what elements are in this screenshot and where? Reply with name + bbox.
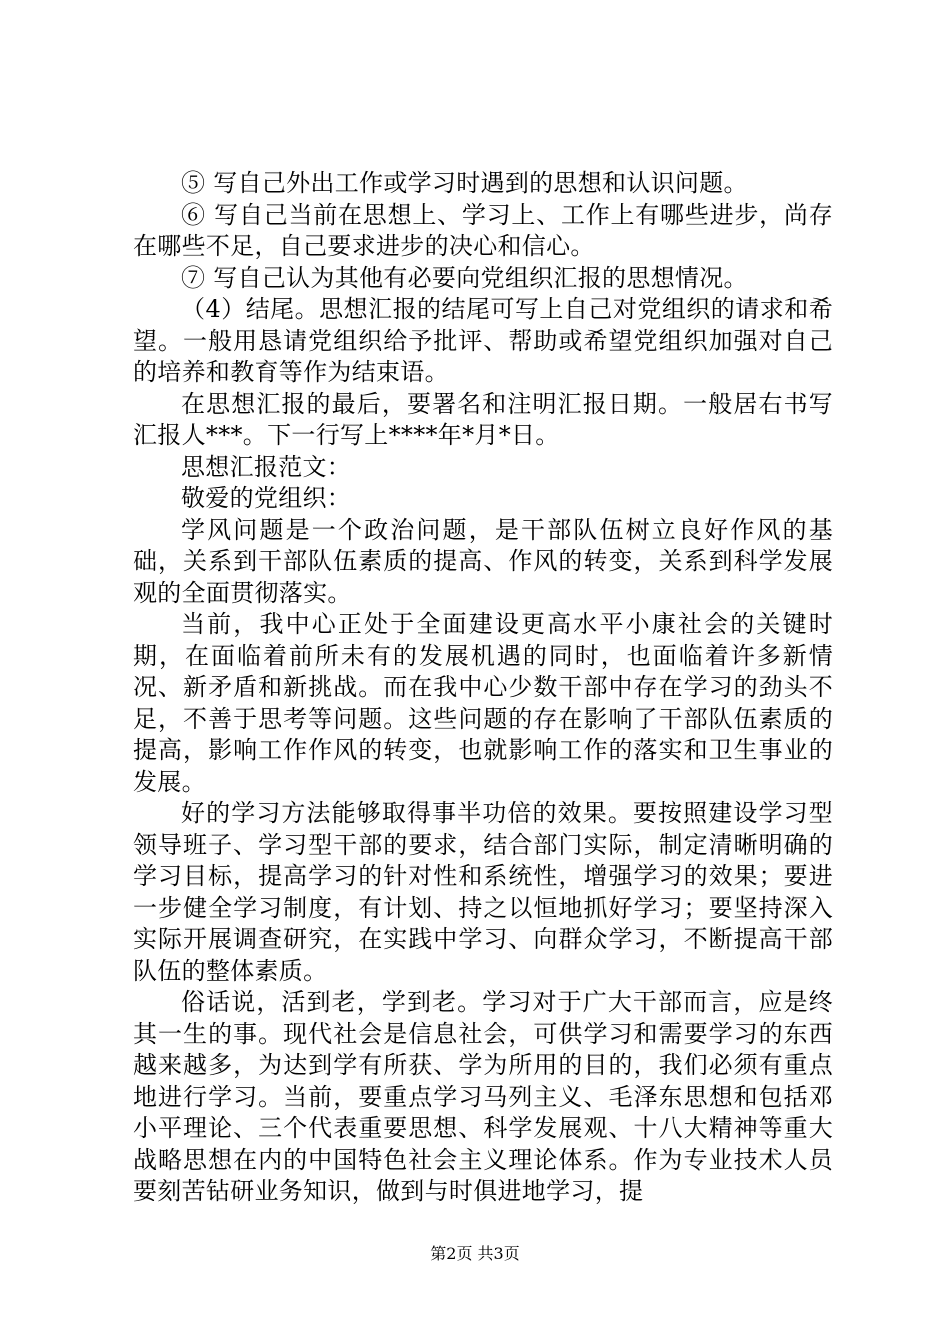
paragraph-body-3: 好的学习方法能够取得事半功倍的效果。要按照建设学习型领导班子、学习型干部的要求，结合部门实际，制定清晰明确的学习目标，提高学习的针对性和系统性，增强学习的效果；要进一步健全学习制度，有计划、持之以恒地抓好学习；要坚持深入实际开展调查研究，在实践中学习、向群众学习，不断提高干部队伍的整体素质。 bbox=[133, 799, 833, 985]
paragraph-item-5: ⑤ 写自己外出工作或学习时遇到的思想和认识问题。 bbox=[181, 169, 748, 197]
paragraph-ending: （4）结尾。思想汇报的结尾可写上自己对党组织的请求和希望。一般用恳请党组织给予批评、帮助或希望党组织加强对自己的培养和教育等作为结束语。 bbox=[133, 295, 833, 386]
paragraph-item-7: ⑦ 写自己认为其他有必要向党组织汇报的思想情况。 bbox=[181, 263, 748, 292]
paragraph-salutation: 敬爱的党组织： bbox=[181, 484, 352, 512]
paragraph-body-4: 俗话说，活到老，学到老。学习对于广大干部而言，应是终其一生的事。现代社会是信息社会，可供学习和需要学习的东西越来越多，为达到学有所获、学为所用的目的，我们必须有重点地进行学习。当前，要重点学习马列主义、毛泽东思想和包括邓小平理论、三个代表重要思想、科学发展观、十八大精神等重大战略思想在内的中国特色社会主义理论体系。作为专业技术人员要刻苦钻研业务知识，做到与时俱进地学习，提 bbox=[133, 988, 833, 1205]
paragraph-sample-heading: 思想汇报范文： bbox=[181, 452, 352, 481]
paragraph-body-1: 学风问题是一个政治问题，是干部队伍树立良好作风的基础，关系到干部队伍素质的提高、作风的转变，关系到科学发展观的全面贯彻落实。 bbox=[133, 515, 833, 607]
page-footer: 第2页 共3页 bbox=[430, 1244, 520, 1263]
paragraph-item-6: ⑥ 写自己当前在思想上、学习上、工作上有哪些进步，尚存在哪些不足，自己要求进步的决心和信心。 bbox=[133, 200, 833, 260]
document-body bbox=[133, 168, 833, 1208]
paragraph-body-2: 当前，我中心正处于全面建设更高水平小康社会的关键时期，在面临着前所未有的发展机遇的同时，也面临着许多新情况、新矛盾和新挑战。而在我中心少数干部中存在学习的劲头不足，不善于思考等问题。这些问题的存在影响了干部队伍素质的提高，影响工作作风的转变，也就影响工作的落实和卫生事业的发展。 bbox=[133, 610, 833, 796]
paragraph-signature: 在思想汇报的最后，要署名和注明汇报日期。一般居右书写汇报人***。下一行写上****年*月*日。 bbox=[133, 389, 833, 449]
